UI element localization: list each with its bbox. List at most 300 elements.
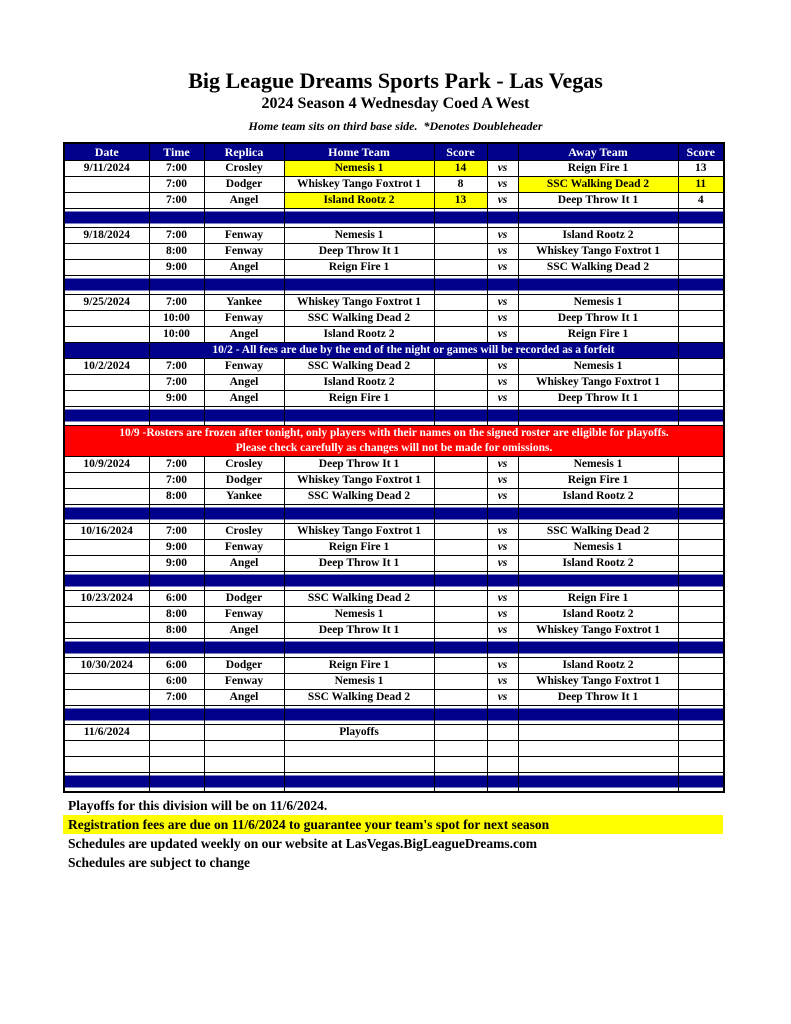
home-team-cell: SSC Walking Dead 2 bbox=[284, 690, 434, 706]
column-header-away-score: Score bbox=[678, 143, 724, 161]
date-cell bbox=[64, 690, 149, 706]
vs-cell: vs bbox=[487, 359, 518, 375]
date-cell bbox=[64, 193, 149, 209]
away-team-cell: Deep Throw It 1 bbox=[518, 311, 678, 327]
date-cell: 11/6/2024 bbox=[64, 725, 149, 741]
column-header-home-team: Home Team bbox=[284, 143, 434, 161]
replica-cell bbox=[204, 741, 284, 757]
table-row bbox=[64, 228, 724, 244]
table-row bbox=[64, 457, 724, 473]
separator-row bbox=[64, 407, 724, 426]
time-cell: 8:00 bbox=[149, 489, 204, 505]
away-team-cell: Island Rootz 2 bbox=[518, 228, 678, 244]
table-row bbox=[64, 556, 724, 572]
home-team-cell: Playoffs bbox=[284, 725, 434, 741]
alert-row bbox=[64, 426, 724, 457]
separator-row bbox=[64, 639, 724, 658]
replica-cell: Yankee bbox=[204, 489, 284, 505]
replica-cell: Fenway bbox=[204, 359, 284, 375]
table-row bbox=[64, 674, 724, 690]
separator-cell bbox=[64, 639, 149, 658]
home-team-cell: Island Rootz 2 bbox=[284, 193, 434, 209]
time-cell: 9:00 bbox=[149, 260, 204, 276]
separator-cell bbox=[434, 773, 487, 793]
home-score-cell: 13 bbox=[434, 193, 487, 209]
time-cell: 7:00 bbox=[149, 690, 204, 706]
date-cell bbox=[64, 260, 149, 276]
separator-cell bbox=[64, 209, 149, 228]
replica-cell: Angel bbox=[204, 556, 284, 572]
separator-cell bbox=[518, 276, 678, 295]
away-team-cell: Island Rootz 2 bbox=[518, 489, 678, 505]
separator-cell bbox=[678, 639, 724, 658]
home-score-cell bbox=[434, 757, 487, 773]
vs-cell: vs bbox=[487, 457, 518, 473]
column-header-away-team: Away Team bbox=[518, 143, 678, 161]
time-cell: 7:00 bbox=[149, 295, 204, 311]
away-score-cell bbox=[678, 623, 724, 639]
table-row bbox=[64, 295, 724, 311]
home-score-cell bbox=[434, 359, 487, 375]
separator-cell bbox=[434, 209, 487, 228]
home-score-cell bbox=[434, 489, 487, 505]
away-team-cell: Island Rootz 2 bbox=[518, 607, 678, 623]
home-score-cell bbox=[434, 725, 487, 741]
home-team-cell bbox=[284, 757, 434, 773]
replica-cell: Dodger bbox=[204, 658, 284, 674]
table-row bbox=[64, 489, 724, 505]
vs-cell: vs bbox=[487, 524, 518, 540]
header-row bbox=[64, 143, 724, 161]
separator-cell bbox=[487, 639, 518, 658]
separator-row bbox=[64, 773, 724, 793]
separator-cell bbox=[518, 407, 678, 426]
replica-cell: Angel bbox=[204, 391, 284, 407]
date-cell bbox=[64, 311, 149, 327]
away-score-cell bbox=[678, 607, 724, 623]
home-score-cell bbox=[434, 540, 487, 556]
separator-cell bbox=[204, 407, 284, 426]
time-cell: 8:00 bbox=[149, 623, 204, 639]
notice-left-cell bbox=[64, 343, 149, 359]
separator-cell bbox=[678, 773, 724, 793]
time-cell: 7:00 bbox=[149, 473, 204, 489]
separator-cell bbox=[518, 572, 678, 591]
notice-right-cell bbox=[678, 343, 724, 359]
date-cell bbox=[64, 489, 149, 505]
away-team-cell: Reign Fire 1 bbox=[518, 161, 678, 177]
separator-cell bbox=[487, 407, 518, 426]
away-team-cell bbox=[518, 725, 678, 741]
vs-cell: vs bbox=[487, 244, 518, 260]
away-team-cell: Deep Throw It 1 bbox=[518, 193, 678, 209]
date-cell bbox=[64, 623, 149, 639]
separator-cell bbox=[518, 209, 678, 228]
separator-cell bbox=[204, 209, 284, 228]
separator-cell bbox=[284, 209, 434, 228]
away-team-cell: Reign Fire 1 bbox=[518, 327, 678, 343]
home-score-cell bbox=[434, 674, 487, 690]
time-cell: 7:00 bbox=[149, 375, 204, 391]
date-cell bbox=[64, 540, 149, 556]
separator-cell bbox=[204, 773, 284, 793]
time-cell bbox=[149, 725, 204, 741]
table-row bbox=[64, 473, 724, 489]
separator-cell bbox=[149, 572, 204, 591]
separator-cell bbox=[64, 505, 149, 524]
date-cell: 10/23/2024 bbox=[64, 591, 149, 607]
home-team-cell: SSC Walking Dead 2 bbox=[284, 311, 434, 327]
away-team-cell: Nemesis 1 bbox=[518, 359, 678, 375]
home-score-cell bbox=[434, 690, 487, 706]
vs-cell: vs bbox=[487, 556, 518, 572]
home-score-cell bbox=[434, 591, 487, 607]
vs-cell: vs bbox=[487, 260, 518, 276]
away-score-cell bbox=[678, 725, 724, 741]
separator-cell bbox=[64, 572, 149, 591]
vs-cell: vs bbox=[487, 295, 518, 311]
schedule-table bbox=[63, 142, 725, 793]
away-score-cell bbox=[678, 391, 724, 407]
separator-cell bbox=[284, 773, 434, 793]
vs-cell bbox=[487, 741, 518, 757]
date-cell bbox=[64, 473, 149, 489]
separator-cell bbox=[284, 706, 434, 725]
column-header-replica: Replica bbox=[204, 143, 284, 161]
separator-cell bbox=[284, 572, 434, 591]
vs-cell bbox=[487, 757, 518, 773]
home-team-cell: Whiskey Tango Foxtrot 1 bbox=[284, 473, 434, 489]
home-team-cell bbox=[284, 741, 434, 757]
separator-row bbox=[64, 572, 724, 591]
separator-cell bbox=[284, 505, 434, 524]
separator-cell bbox=[487, 209, 518, 228]
time-cell: 7:00 bbox=[149, 228, 204, 244]
away-team-cell: Reign Fire 1 bbox=[518, 473, 678, 489]
replica-cell: Dodger bbox=[204, 473, 284, 489]
separator-cell bbox=[678, 407, 724, 426]
home-score-cell bbox=[434, 457, 487, 473]
home-team-cell: Nemesis 1 bbox=[284, 607, 434, 623]
time-cell: 7:00 bbox=[149, 177, 204, 193]
vs-cell: vs bbox=[487, 311, 518, 327]
home-score-cell bbox=[434, 524, 487, 540]
home-score-cell bbox=[434, 311, 487, 327]
away-team-cell bbox=[518, 741, 678, 757]
away-team-cell: SSC Walking Dead 2 bbox=[518, 524, 678, 540]
home-team-cell: Whiskey Tango Foxtrot 1 bbox=[284, 295, 434, 311]
home-team-cell: Whiskey Tango Foxtrot 1 bbox=[284, 177, 434, 193]
home-score-cell: 14 bbox=[434, 161, 487, 177]
vs-cell: vs bbox=[487, 193, 518, 209]
table-row bbox=[64, 161, 724, 177]
date-cell: 10/2/2024 bbox=[64, 359, 149, 375]
column-header-home-score: Score bbox=[434, 143, 487, 161]
separator-cell bbox=[204, 276, 284, 295]
away-score-cell bbox=[678, 524, 724, 540]
time-cell: 7:00 bbox=[149, 457, 204, 473]
table-row bbox=[64, 375, 724, 391]
table-row bbox=[64, 327, 724, 343]
home-team-cell: SSC Walking Dead 2 bbox=[284, 359, 434, 375]
away-team-cell: SSC Walking Dead 2 bbox=[518, 177, 678, 193]
column-header-date: Date bbox=[64, 143, 149, 161]
separator-row bbox=[64, 276, 724, 295]
table-row bbox=[64, 690, 724, 706]
date-cell bbox=[64, 375, 149, 391]
separator-cell bbox=[149, 276, 204, 295]
away-score-cell bbox=[678, 457, 724, 473]
replica-cell: Fenway bbox=[204, 607, 284, 623]
vs-cell: vs bbox=[487, 623, 518, 639]
time-cell bbox=[149, 741, 204, 757]
vs-cell: vs bbox=[487, 674, 518, 690]
separator-row bbox=[64, 706, 724, 725]
date-cell bbox=[64, 327, 149, 343]
footer-line: Playoffs for this division will be on 11/6/2024. bbox=[68, 798, 328, 813]
table-row bbox=[64, 658, 724, 674]
replica-cell: Crosley bbox=[204, 524, 284, 540]
away-team-cell: Whiskey Tango Foxtrot 1 bbox=[518, 674, 678, 690]
vs-cell: vs bbox=[487, 591, 518, 607]
vs-cell: vs bbox=[487, 327, 518, 343]
away-score-cell bbox=[678, 295, 724, 311]
separator-cell bbox=[284, 407, 434, 426]
table-row bbox=[64, 311, 724, 327]
time-cell: 9:00 bbox=[149, 391, 204, 407]
alert-text-line: Please check carefully as changes will not be made for omissions. bbox=[235, 442, 553, 454]
vs-cell: vs bbox=[487, 375, 518, 391]
replica-cell: Angel bbox=[204, 327, 284, 343]
separator-row bbox=[64, 505, 724, 524]
separator-cell bbox=[204, 639, 284, 658]
separator-cell bbox=[64, 407, 149, 426]
date-cell bbox=[64, 244, 149, 260]
table-row bbox=[64, 260, 724, 276]
time-cell bbox=[149, 757, 204, 773]
replica-cell: Yankee bbox=[204, 295, 284, 311]
time-cell: 9:00 bbox=[149, 540, 204, 556]
replica-cell: Fenway bbox=[204, 311, 284, 327]
note-line: Home team sits on third base side. *Denotes Doubleheader bbox=[248, 119, 543, 133]
away-team-cell: Nemesis 1 bbox=[518, 295, 678, 311]
date-cell bbox=[64, 607, 149, 623]
time-cell: 9:00 bbox=[149, 556, 204, 572]
page-title: Big League Dreams Sports Park - Las Vegas bbox=[188, 68, 603, 93]
home-team-cell: SSC Walking Dead 2 bbox=[284, 489, 434, 505]
vs-cell: vs bbox=[487, 540, 518, 556]
home-team-cell: Deep Throw It 1 bbox=[284, 556, 434, 572]
time-cell: 7:00 bbox=[149, 161, 204, 177]
vs-cell: vs bbox=[487, 177, 518, 193]
date-cell bbox=[64, 177, 149, 193]
separator-cell bbox=[487, 706, 518, 725]
vs-cell: vs bbox=[487, 607, 518, 623]
time-cell: 10:00 bbox=[149, 327, 204, 343]
away-score-cell bbox=[678, 540, 724, 556]
away-score-cell bbox=[678, 489, 724, 505]
away-score-cell: 4 bbox=[678, 193, 724, 209]
time-cell: 8:00 bbox=[149, 244, 204, 260]
table-row bbox=[64, 524, 724, 540]
home-team-cell: Deep Throw It 1 bbox=[284, 457, 434, 473]
vs-cell: vs bbox=[487, 473, 518, 489]
away-team-cell: Whiskey Tango Foxtrot 1 bbox=[518, 623, 678, 639]
home-score-cell bbox=[434, 244, 487, 260]
table-row bbox=[64, 607, 724, 623]
separator-cell bbox=[487, 276, 518, 295]
time-cell: 7:00 bbox=[149, 359, 204, 375]
separator-cell bbox=[64, 276, 149, 295]
separator-cell bbox=[434, 407, 487, 426]
date-cell bbox=[64, 556, 149, 572]
time-cell: 10:00 bbox=[149, 311, 204, 327]
alert-text-line: 10/9 -Rosters are frozen after tonight, only players with their names on the signed roster are eligible for playoffs. bbox=[119, 427, 669, 439]
away-score-cell bbox=[678, 473, 724, 489]
time-cell: 6:00 bbox=[149, 591, 204, 607]
away-score-cell bbox=[678, 327, 724, 343]
replica-cell: Fenway bbox=[204, 244, 284, 260]
separator-cell bbox=[284, 276, 434, 295]
table-row bbox=[64, 244, 724, 260]
time-cell: 6:00 bbox=[149, 674, 204, 690]
home-score-cell bbox=[434, 741, 487, 757]
replica-cell: Crosley bbox=[204, 161, 284, 177]
empty-row bbox=[64, 757, 724, 773]
away-score-cell: 11 bbox=[678, 177, 724, 193]
home-score-cell bbox=[434, 556, 487, 572]
separator-cell bbox=[518, 639, 678, 658]
replica-cell: Dodger bbox=[204, 591, 284, 607]
alert-text bbox=[64, 426, 724, 457]
replica-cell: Angel bbox=[204, 375, 284, 391]
away-score-cell bbox=[678, 556, 724, 572]
notice-text: 10/2 - All fees are due by the end of the night or games will be recorded as a forfeit bbox=[149, 343, 678, 359]
empty-row bbox=[64, 741, 724, 757]
date-cell: 9/11/2024 bbox=[64, 161, 149, 177]
home-team-cell: Whiskey Tango Foxtrot 1 bbox=[284, 524, 434, 540]
separator-cell bbox=[149, 407, 204, 426]
date-cell: 10/30/2024 bbox=[64, 658, 149, 674]
separator-cell bbox=[678, 572, 724, 591]
table-row bbox=[64, 193, 724, 209]
away-score-cell bbox=[678, 757, 724, 773]
away-score-cell bbox=[678, 591, 724, 607]
table-row bbox=[64, 623, 724, 639]
replica-cell: Angel bbox=[204, 193, 284, 209]
separator-cell bbox=[284, 639, 434, 658]
table-row bbox=[64, 725, 724, 741]
separator-cell bbox=[518, 505, 678, 524]
separator-cell bbox=[64, 706, 149, 725]
separator-cell bbox=[678, 276, 724, 295]
date-cell: 10/9/2024 bbox=[64, 457, 149, 473]
away-team-cell: Whiskey Tango Foxtrot 1 bbox=[518, 244, 678, 260]
away-team-cell: Reign Fire 1 bbox=[518, 591, 678, 607]
away-score-cell bbox=[678, 359, 724, 375]
column-header-vs bbox=[487, 143, 518, 161]
home-score-cell bbox=[434, 260, 487, 276]
away-score-cell bbox=[678, 228, 724, 244]
separator-cell bbox=[678, 706, 724, 725]
vs-cell: vs bbox=[487, 690, 518, 706]
away-score-cell bbox=[678, 375, 724, 391]
vs-cell: vs bbox=[487, 489, 518, 505]
away-team-cell: SSC Walking Dead 2 bbox=[518, 260, 678, 276]
vs-cell bbox=[487, 725, 518, 741]
replica-cell: Dodger bbox=[204, 177, 284, 193]
replica-cell: Angel bbox=[204, 623, 284, 639]
separator-cell bbox=[434, 572, 487, 591]
away-score-cell: 13 bbox=[678, 161, 724, 177]
home-team-cell: Island Rootz 2 bbox=[284, 327, 434, 343]
date-cell bbox=[64, 391, 149, 407]
date-cell bbox=[64, 674, 149, 690]
date-cell: 9/18/2024 bbox=[64, 228, 149, 244]
home-score-cell bbox=[434, 658, 487, 674]
date-cell: 9/25/2024 bbox=[64, 295, 149, 311]
home-team-cell: SSC Walking Dead 2 bbox=[284, 591, 434, 607]
column-header-time: Time bbox=[149, 143, 204, 161]
replica-cell: Fenway bbox=[204, 674, 284, 690]
time-cell: 7:00 bbox=[149, 193, 204, 209]
home-team-cell: Reign Fire 1 bbox=[284, 658, 434, 674]
time-cell: 7:00 bbox=[149, 524, 204, 540]
time-cell: 8:00 bbox=[149, 607, 204, 623]
separator-cell bbox=[149, 706, 204, 725]
home-team-cell: Deep Throw It 1 bbox=[284, 244, 434, 260]
notice-row bbox=[64, 343, 724, 359]
separator-cell bbox=[204, 706, 284, 725]
replica-cell: Angel bbox=[204, 260, 284, 276]
home-team-cell: Nemesis 1 bbox=[284, 161, 434, 177]
away-score-cell bbox=[678, 674, 724, 690]
time-cell: 6:00 bbox=[149, 658, 204, 674]
separator-cell bbox=[434, 706, 487, 725]
away-team-cell: Nemesis 1 bbox=[518, 540, 678, 556]
away-team-cell: Deep Throw It 1 bbox=[518, 690, 678, 706]
away-score-cell bbox=[678, 260, 724, 276]
replica-cell bbox=[204, 757, 284, 773]
page-subtitle: 2024 Season 4 Wednesday Coed A West bbox=[261, 95, 530, 112]
replica-cell: Fenway bbox=[204, 228, 284, 244]
away-score-cell bbox=[678, 690, 724, 706]
away-team-cell: Island Rootz 2 bbox=[518, 556, 678, 572]
home-score-cell bbox=[434, 391, 487, 407]
away-team-cell: Island Rootz 2 bbox=[518, 658, 678, 674]
away-score-cell bbox=[678, 244, 724, 260]
separator-cell bbox=[434, 505, 487, 524]
separator-cell bbox=[487, 773, 518, 793]
separator-cell bbox=[64, 773, 149, 793]
table-row bbox=[64, 540, 724, 556]
footer-line-highlighted: Registration fees are due on 11/6/2024 to guarantee your team's spot for next season bbox=[63, 815, 723, 834]
home-team-cell: Nemesis 1 bbox=[284, 228, 434, 244]
separator-cell bbox=[678, 209, 724, 228]
home-score-cell bbox=[434, 327, 487, 343]
table-row bbox=[64, 359, 724, 375]
separator-cell bbox=[678, 505, 724, 524]
separator-cell bbox=[434, 639, 487, 658]
separator-cell bbox=[434, 276, 487, 295]
home-team-cell: Nemesis 1 bbox=[284, 674, 434, 690]
separator-cell bbox=[149, 505, 204, 524]
away-score-cell bbox=[678, 741, 724, 757]
footer-line: Schedules are subject to change bbox=[68, 855, 250, 870]
home-score-cell bbox=[434, 623, 487, 639]
away-score-cell bbox=[678, 311, 724, 327]
separator-cell bbox=[518, 706, 678, 725]
